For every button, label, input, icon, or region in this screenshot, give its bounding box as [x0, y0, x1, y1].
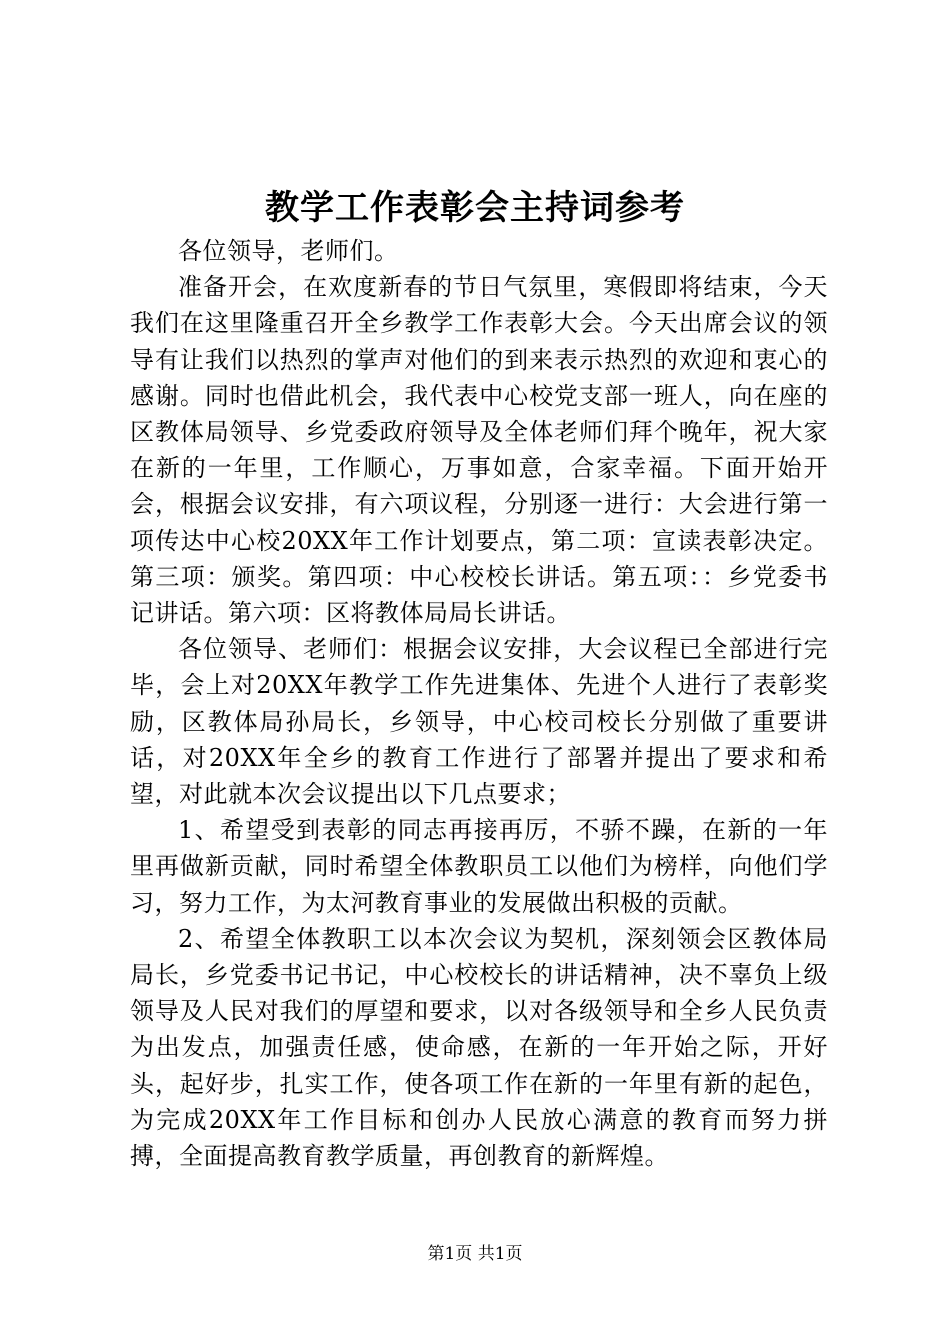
page-footer: 第1页 共1页 [427, 1244, 523, 1264]
document-title: 教学工作表彰会主持词参考 [265, 188, 685, 228]
paragraph-requirement-2: 2、希望全体教职工以本次会议为契机，深刻领会区教体局局长，乡党委书记书记，中心校校长的讲话精神，决不辜负上级领导及人民对我们的厚望和要求，以对各级领导和全乡人民负责为出发点，加强责任感，使命感，在新的一年开始之际，开好头，起好步，扎实工作，使各项工作在新的一年里有新的起色，为完成20XX年工作目标和创办人民放心满意的教育而努力拼搏，全面提高教育教学质量，再创教育的新辉煌。 [130, 924, 828, 1171]
paragraph-summary: 各位领导、老师们：根据会议安排，大会议程已全部进行完毕，会上对20XX年教学工作先进集体、先进个人进行了表彰奖励，区教体局孙局长，乡领导，中心校司校长分别做了重要讲话，对20XX年全乡的教育工作进行了部署并提出了要求和希望，对此就本次会议提出以下几点要求； [130, 635, 828, 809]
paragraph-requirement-1: 1、希望受到表彰的同志再接再厉，不骄不躁，在新的一年里再做新贡献，同时希望全体教职员工以他们为榜样，向他们学习，努力工作，为太河教育事业的发展做出积极的贡献。 [130, 816, 828, 917]
document-body [130, 233, 828, 1174]
paragraph-opening: 准备开会，在欢度新春的节日气氛里，寒假即将结束，今天我们在这里隆重召开全乡教学工作表彰大会。今天出席会议的领导有让我们以热烈的掌声对他们的到来表示热烈的欢迎和衷心的感谢。同时也借此机会，我代表中心校党支部一班人，向在座的区教体局领导、乡党委政府领导及全体老师们拜个晚年，祝大家在新的一年里，工作顺心，万事如意，合家幸福。下面开始开会，根据会议安排，有六项议程，分别逐一进行：大会进行第一项传达中心校20XX年工作计划要点，第二项：宣读表彰决定。第三项：颁奖。第四项：中心校校长讲话。第五项：：乡党委书记讲话。第六项：区将教体局局长讲话。 [130, 273, 828, 628]
paragraph-greeting: 各位领导，老师们。 [178, 237, 399, 265]
